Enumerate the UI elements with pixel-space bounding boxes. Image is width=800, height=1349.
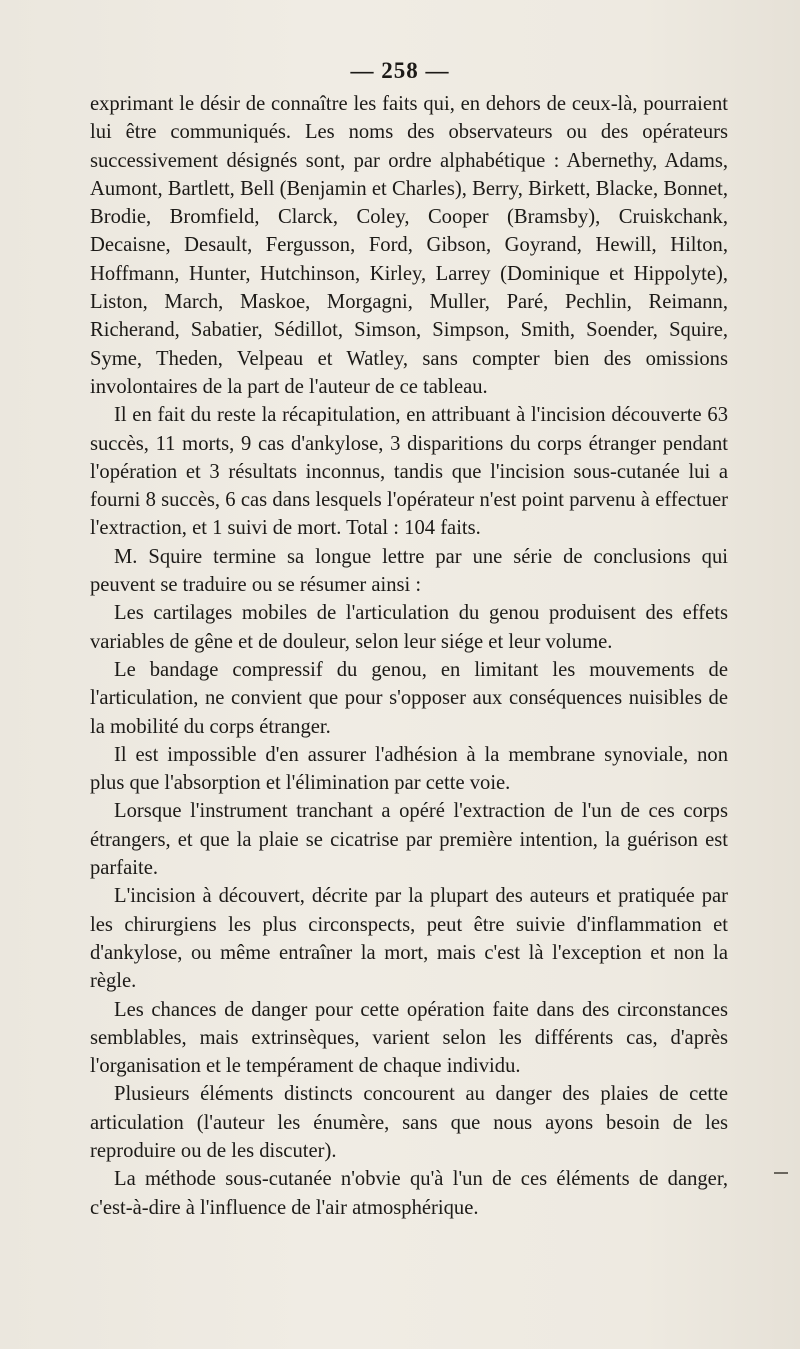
- body-text: [90, 90, 728, 1222]
- paragraph-8: L'incision à découvert, décrite par la plupart des auteurs et pratiquée par les chirurgiens les plus circonspects, peut être suivie d'inflammation et d'ankylose, ou même entraîner la mort, mais c'est là l'exception et non la règle.: [90, 885, 728, 993]
- paragraph-6: Il est impossible d'en assurer l'adhésion à la membrane synoviale, non plus que l'absorption et l'élimination par cette voie.: [90, 743, 728, 795]
- paragraph-7: Lorsque l'instrument tranchant a opéré l'extraction de l'un de ces corps étrangers, et que la plaie se cicatrise par première intention, la guérison est parfaite.: [90, 800, 728, 880]
- margin-mark: [774, 1172, 788, 1174]
- paragraph-10: Plusieurs éléments distincts concourent au danger des plaies de cette articulation (l'auteur les énumère, sans que nous ayons besoin de les reproduire ou de les discuter).: [90, 1083, 728, 1162]
- paragraph-3: M. Squire termine sa longue lettre par une série de conclusions qui peuvent se traduire ou se résumer ainsi :: [90, 545, 728, 597]
- paragraph-9: Les chances de danger pour cette opération faite dans des circonstances semblables, mais extrinsèques, varient selon les différents cas, d'après l'organisation et le tempérament de chaque individu.: [90, 998, 728, 1078]
- paragraph-11: La méthode sous-cutanée n'obvie qu'à l'un de ces éléments de danger, c'est-à-dire à l'influence de l'air atmosphérique.: [90, 1168, 728, 1219]
- paragraph-5: Le bandage compressif du genou, en limitant les mouvements de l'articulation, ne convient que pour s'opposer aux conséquences nuisibles de la mobilité du corps étranger.: [90, 658, 728, 738]
- paragraph-4: Les cartilages mobiles de l'articulation du genou produisent des effets variables de gêne et de douleur, selon leur siége et leur volume.: [90, 602, 728, 653]
- paragraph-1: exprimant le désir de connaître les faits qui, en dehors de ceux-là, pourraient lui être communiqués. Les noms des observateurs ou des opérateurs successivement désignés sont, par ordre alphabétique : Abernethy, Adams, Aumont, Bartlett, Bell (Benjamin et Charles), Berry, Birkett, Blacke, Bonnet, Brodie, Bromfield, Clarck, Coley, Cooper (Bramsby), Cruiskchank, Decaisne, Desault, Fergusson, Ford, Gibson, Goyrand, Hewill, Hilton, Hoffmann, Hunter, Hutchinson, Kirley, Larrey (Dominique et Hippolyte), Liston, March, Maskoe, Morgagni, Muller, Paré, Pechlin, Reimann, Richerand, Sabatier, Sédillot, Simson, Simpson, Smith, Soender, Squire, Syme, Theden, Velpeau et Watley, sans compter bien des omissions involontaires de la part de l'auteur de ce tableau.: [90, 93, 728, 398]
- page-number: — 258 —: [350, 58, 450, 83]
- paragraph-2: Il en fait du reste la récapitulation, en attribuant à l'incision découverte 63 succès, 11 morts, 9 cas d'ankylose, 3 disparitions du corps étranger pendant l'opération et 3 résultats inconnus, tandis que l'incision sous-cutanée lui a fourni 8 succès, 6 cas dans lesquels l'opérateur n'est point parvenu à effectuer l'extraction, et 1 suivi de mort. Total : 104 faits.: [90, 404, 728, 540]
